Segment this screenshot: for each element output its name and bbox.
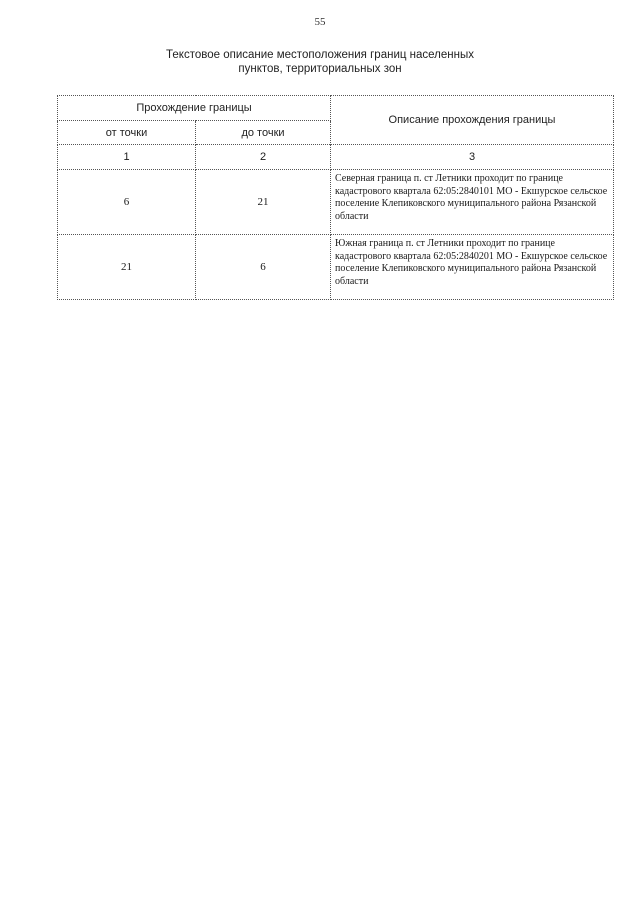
row-1-to-point: 21	[196, 170, 331, 235]
document-title-line-1: Текстовое описание местоположения границ населенных	[166, 49, 474, 61]
header-from-point: от точки	[58, 121, 196, 145]
column-number-row	[58, 145, 614, 170]
header-boundary-passage: Прохождение границы	[58, 96, 331, 121]
document-title-line-2: пунктов, территориальных зон	[238, 63, 402, 75]
header-description: Описание прохождения границы	[331, 96, 614, 145]
row-1-description: Северная граница п. ст Летники проходит по границе кадастрового квартала 62:05:2840101 МО - Екшурское сельское поселение Клепиковского муниципального района Рязанской области	[331, 170, 614, 235]
page-number: 55	[314, 16, 326, 28]
header-row-group	[58, 96, 614, 121]
table-row	[58, 235, 614, 300]
row-2-to-point: 6	[196, 235, 331, 300]
column-number-1: 1	[58, 145, 196, 170]
header-to-point: до точки	[196, 121, 331, 145]
column-number-2: 2	[196, 145, 331, 170]
row-1-from-point: 6	[58, 170, 196, 235]
column-number-3: 3	[331, 145, 614, 170]
row-2-from-point: 21	[58, 235, 196, 300]
document-title	[0, 48, 640, 76]
row-2-description: Южная граница п. ст Летники проходит по границе кадастрового квартала 62:05:2840201 МО - Екшурское сельское поселение Клепиковского муниципального района Рязанской области	[331, 235, 614, 300]
table-row	[58, 170, 614, 235]
boundary-table	[57, 95, 614, 300]
